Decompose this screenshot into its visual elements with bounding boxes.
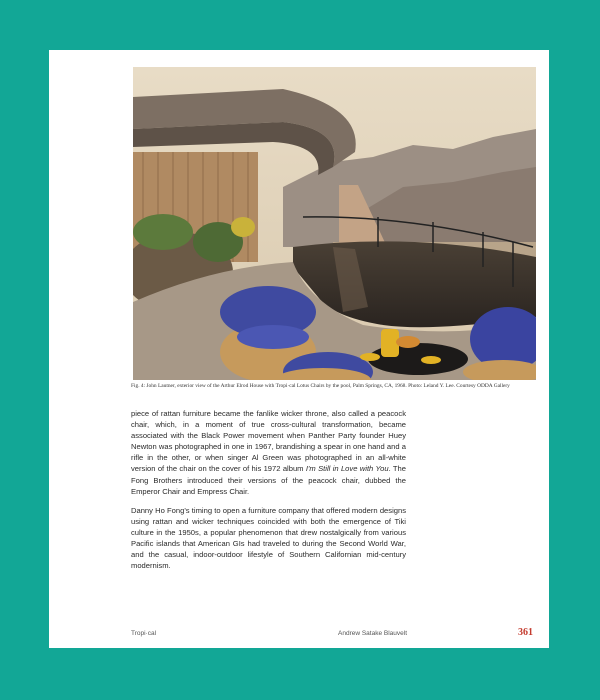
page-number: 361 <box>518 627 533 638</box>
body-text <box>131 408 406 579</box>
figure-caption: Fig. 4: John Lautner, exterior view of the Arthur Elrod House with Tropi·cal Lotus Chairs by the pool, Palm Springs, CA, 1968. Photo: Leland Y. Lee. Courtesy ODDA Gallery <box>131 383 510 389</box>
paragraph-1-text: piece of rattan furniture became the fanlike wicker throne, also called a peacock chair, which, in a moment of true cross-cultural transformation, became associated with the Black Power movement when Panther Party founder Huey Newton was photographed in one in 1967, brandishing a spear in one hand and a rifle in the other, or when singer Al Green was photographed in an all-white version of the chair on the cover of his 1972 album <box>131 409 406 474</box>
running-footer-section: Tropi·cal <box>131 630 157 637</box>
running-footer-author: Andrew Satake Blauvelt <box>338 630 408 637</box>
paragraph-2: Danny Ho Fong's timing to open a furniture company that offered modern designs using rattan and wicker techniques coincided with both the emergence of Tiki culture in the 1950s, a popular phenomenon that drew nostalgically from various Pacific islands that American GIs had traveled to during the Second World War, and the casual, indoor-outdoor lifestyle of Southern Californian mid-century modernism. <box>131 505 406 571</box>
figure-photo <box>133 67 536 380</box>
paragraph-1-end: . The Fong Brothers introduced their versions of the peacock chair, dubbed the Emperor Chair and Empress Chair. <box>131 464 407 496</box>
paragraph-1 <box>131 408 406 497</box>
album-title: I'm Still in Love with You <box>305 464 389 474</box>
